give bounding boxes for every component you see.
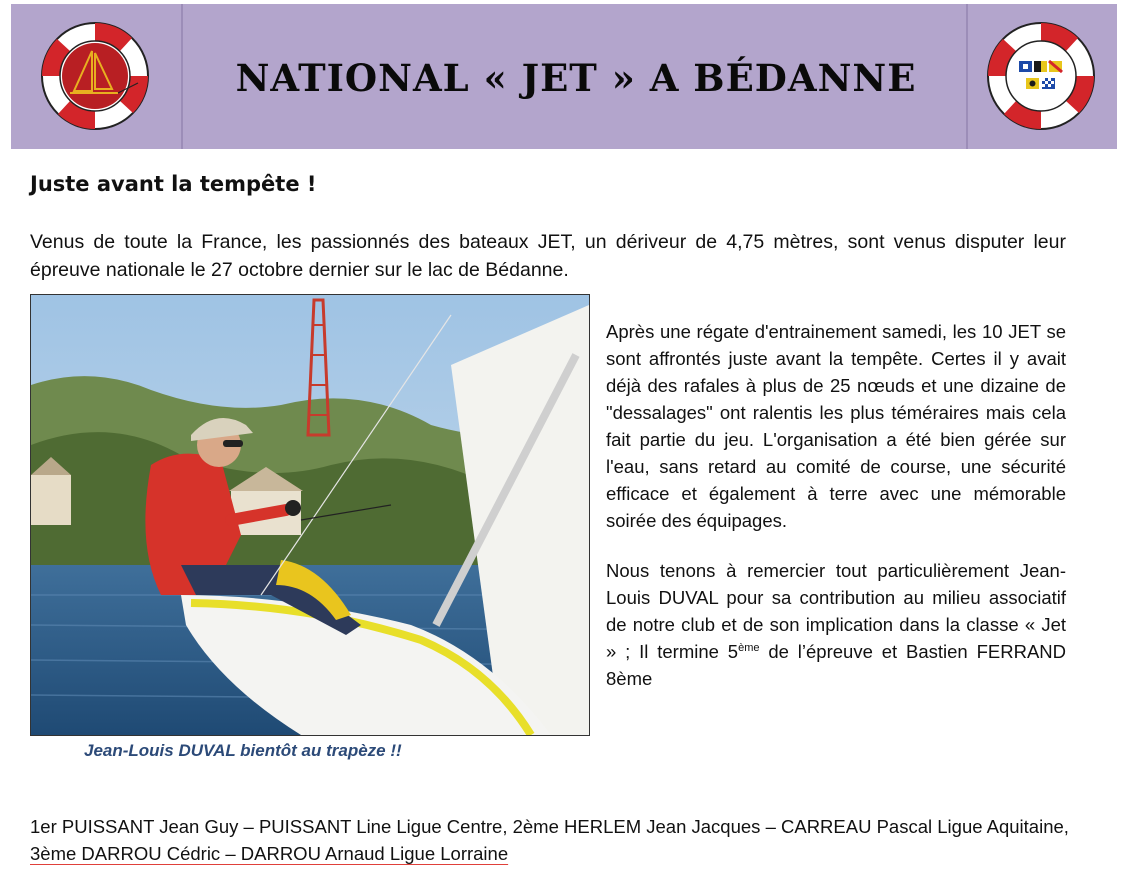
header-banner — [11, 4, 1117, 149]
body-paragraph-2 — [606, 557, 1066, 692]
photo-caption: Jean-Louis DUVAL bientôt au trapèze !! — [84, 741, 402, 760]
sailing-photo — [30, 294, 590, 736]
banner-title: NATIONAL « JET » A BÉDANNE — [235, 56, 917, 100]
intro-paragraph: Venus de toute la France, les passionnés des bateaux JET, un dériveur de 4,75 mètres, sont venus disputer leur épreuve nationale le 27 octobre dernier sur le lac de Bédanne. — [30, 231, 1066, 281]
results-paragraph — [30, 813, 1070, 867]
body-paragraph-1: Après une régate d'entrainement samedi, les 10 JET se sont affrontés juste avant la tempête. Certes il y avait déjà des rafales à plus de 25 nœuds et une dizaine de "dessalages" ont ralentis les plus téméraires mais cela fait partie du jeu. L'organisation a été bien gérée sur l'eau, sans retard au comité de course, une sécurité efficace et également à terre avec une mémorable soirée des équipages. — [606, 321, 1066, 531]
ordinal-superscript: ème — [738, 641, 760, 654]
body-paragraph-2-text-a: Nous tenons à remercier tout particulièrement Jean-Louis DUVAL pour sa contribution au milieu associatif de notre club et de son implication dans la classe « Jet » ; Il termine 5 — [606, 560, 1066, 662]
banner-divider — [966, 4, 968, 149]
body-paragraph-2-text-b: de l’épreuve et Bastien FERRAND 8ème — [606, 641, 1066, 689]
banner-divider — [181, 4, 183, 149]
results-third-place: 3ème DARROU Cédric – DARROU Arnaud Ligue Lorraine — [30, 843, 509, 864]
body-column — [606, 318, 1066, 715]
results-text: 1er PUISSANT Jean Guy – PUISSANT Line Ligue Centre, 2ème HERLEM Jean Jacques – CARREAU Pascal Ligue Aquitaine, — [30, 816, 1069, 837]
club-logo-icon — [40, 21, 150, 131]
signal-flags-logo-icon — [986, 21, 1096, 131]
article-title: Juste avant la tempête ! — [30, 172, 317, 196]
